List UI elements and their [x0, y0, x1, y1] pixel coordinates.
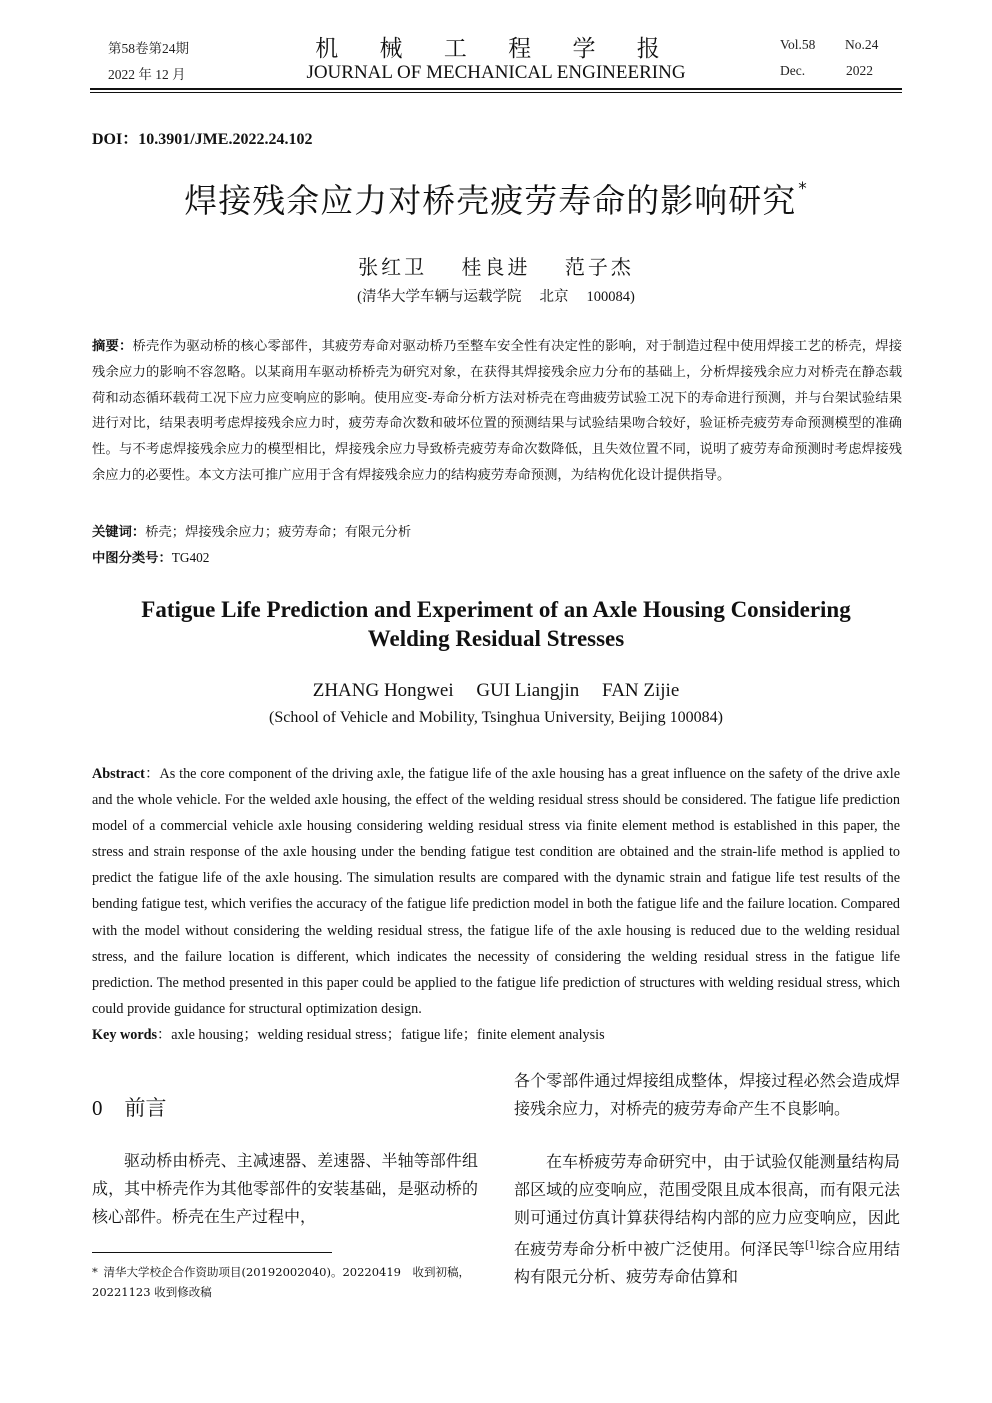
clc-text: TG402 — [171, 550, 210, 565]
body-right-p2-a: 在车桥疲劳寿命研究中，由于试验仅能测量结构局部区域的应变响应，范围受限且成本很高，而有限元法则可通过仿真计算获得结构内部的应力应变响应，因此在疲劳寿命分析中被广泛使用。何泽民等 — [514, 1152, 900, 1259]
section-heading — [92, 1092, 167, 1122]
header-rule-thick — [90, 88, 902, 90]
keywords-en-text: axle housing；welding residual stress；fatigue life；finite element analysis — [171, 1027, 605, 1043]
keywords-en — [92, 1024, 605, 1044]
citation-ref-1[interactable]: [1] — [804, 1240, 820, 1251]
title-footnote-mark: * — [798, 179, 808, 199]
abstract-cn — [92, 334, 902, 489]
keywords-cn — [92, 521, 411, 540]
clc-label: 中图分类号： — [92, 551, 172, 566]
section-number: 0 — [92, 1096, 103, 1120]
paper-title-cn — [0, 175, 992, 222]
month: Dec. — [780, 63, 806, 78]
author-cn-1: 张红卫 — [358, 255, 428, 279]
affiliation-cn-city: 北京 — [539, 289, 569, 305]
abstract-cn-label: 摘要： — [92, 339, 133, 354]
keywords-cn-text: 桥壳；焊接残余应力；疲劳寿命；有限元分析 — [145, 525, 412, 540]
author-en-1: ZHANG Hongwei — [312, 680, 454, 701]
date-cn: 2022 年 12 月 — [108, 67, 186, 82]
title-cn-text: 焊接残余应力对桥壳疲劳寿命的影响研究 — [184, 181, 797, 220]
volume: Vol.58 — [780, 37, 816, 52]
keywords-en-colon: ： — [157, 1027, 172, 1043]
clc-number — [92, 547, 209, 566]
author-en-2: GUI Liangjin — [476, 680, 580, 701]
footnote — [92, 1262, 482, 1302]
year: 2022 — [846, 63, 873, 78]
author-en-3: FAN Zijie — [602, 680, 680, 701]
abstract-en-label: Abstract — [92, 766, 145, 782]
affiliation-cn — [0, 285, 992, 306]
author-cn-3: 范子杰 — [564, 255, 634, 279]
affiliation-en: (School of Vehicle and Mobility, Tsinghua University, Beijing 100084) — [269, 709, 723, 726]
body-right-paragraph-2 — [514, 1148, 900, 1291]
abstract-en-text: As the core component of the driving axle, the fatigue life of the axle housing has a great influence on the safety of the drive axle and the whole vehicle. For the welded axle housing, the effect of the welding residual stress should be considered. The fatigue life prediction model of a commercial vehicle axle housing considering welding residual stress via finite element method is established in this paper, the stress and strain response of the axle housing under the bending fatigue test condition are obtained and the strain-life method is applied to predict the fatigue life of the axle housing. The simulation results are compared with the dynamic strain and fatigue life test results of the bending fatigue test, which verifies the accuracy of the fatigue life prediction model in both the fatigue life and the failure location. Compared with the model without considering the welding residual stress, the fatigue life of the axle housing is reduced due to the welding residual stress, and the failure location is different, which indicates the necessity of considering the welding residual stress in the fatigue life prediction. The method presented in this paper could be applied to the fatigue life prediction of structures with welding residual stress, which could provide guidance for structural optimization design. — [92, 766, 900, 1017]
body-left-paragraph: 驱动桥由桥壳、主减速器、差速器、半轴等部件组成，其中桥壳作为其他零部件的安装基础，是驱动桥的核心部件。桥壳在生产过程中， — [92, 1151, 478, 1226]
footnote-rule — [92, 1252, 332, 1253]
paper-title-en — [0, 595, 992, 653]
issue-number: No.24 — [845, 37, 879, 52]
footnote-mark: * — [92, 1265, 98, 1279]
authors-cn — [0, 251, 992, 280]
abstract-cn-text: 桥壳作为驱动桥的核心零部件，其疲劳寿命对驱动桥乃至整车安全性有决定性的影响，对于制造过程中使用焊接工艺的桥壳，焊接残余应力的影响不容忽略。以某商用车驱动桥桥壳为研究对象，在获得其焊接残余应力分布的基础上，分析焊接残余应力对桥壳在静态载荷和动态循环载荷工况下应力应变响应的影响。使用应变-寿命分析方法对桥壳在弯曲疲劳试验工况下的寿命进行预测，并与台架试验结果进行对比，结果表明考虑焊接残余应力时，疲劳寿命次数和破坏位置的预测结果与试验结果吻合较好，验证桥壳疲劳寿命预测模型的准确性。与不考虑焊接残余应力的模型相比，焊接残余应力导致桥壳疲劳寿命次数降低，且失效位置不同，说明了疲劳寿命预测时考虑焊接残余应力的必要性。本文方法可推广应用于含有焊接残余应力的结构疲劳寿命预测，为结构优化设计提供指导。 — [92, 339, 903, 483]
abstract-en — [92, 761, 900, 1022]
body-right-paragraph-1: 各个零部件通过焊接组成整体，焊接过程必然会造成焊接残余应力，对桥壳的疲劳寿命产生不良影响。 — [514, 1071, 900, 1118]
affiliation-cn-school: (清华大学车辆与运载学院 — [357, 289, 522, 305]
doi[interactable]: DOI：10.3901/JME.2022.24.102 — [92, 131, 313, 148]
body-right-p2-b: 综合应用结构有限元分析、疲劳寿命估算和 — [514, 1239, 900, 1287]
keywords-cn-label: 关键词： — [92, 525, 146, 540]
journal-title-en: JOURNAL OF MECHANICAL ENGINEERING — [306, 62, 686, 83]
keywords-en-label: Key words — [92, 1027, 158, 1043]
title-en-line1: Fatigue Life Prediction and Experiment of an Axle Housing Considering — [141, 597, 851, 622]
authors-en — [0, 680, 992, 702]
section-title: 前言 — [124, 1096, 167, 1120]
journal-title-cn: 机 械 工 程 学 报 — [315, 36, 677, 62]
header-rule-thin — [90, 92, 902, 93]
footnote-text: 清华大学校企合作资助项目(20192002040)。20220419 收到初稿，20221123 收到修改稿 — [92, 1265, 470, 1299]
title-en-line2: Welding Residual Stresses — [367, 626, 625, 651]
affiliation-cn-postcode: 100084) — [586, 289, 635, 305]
issue-cn: 第58卷第24期 — [108, 41, 189, 56]
abstract-en-colon: ： — [144, 766, 160, 782]
author-cn-2: 桂良进 — [461, 255, 531, 279]
